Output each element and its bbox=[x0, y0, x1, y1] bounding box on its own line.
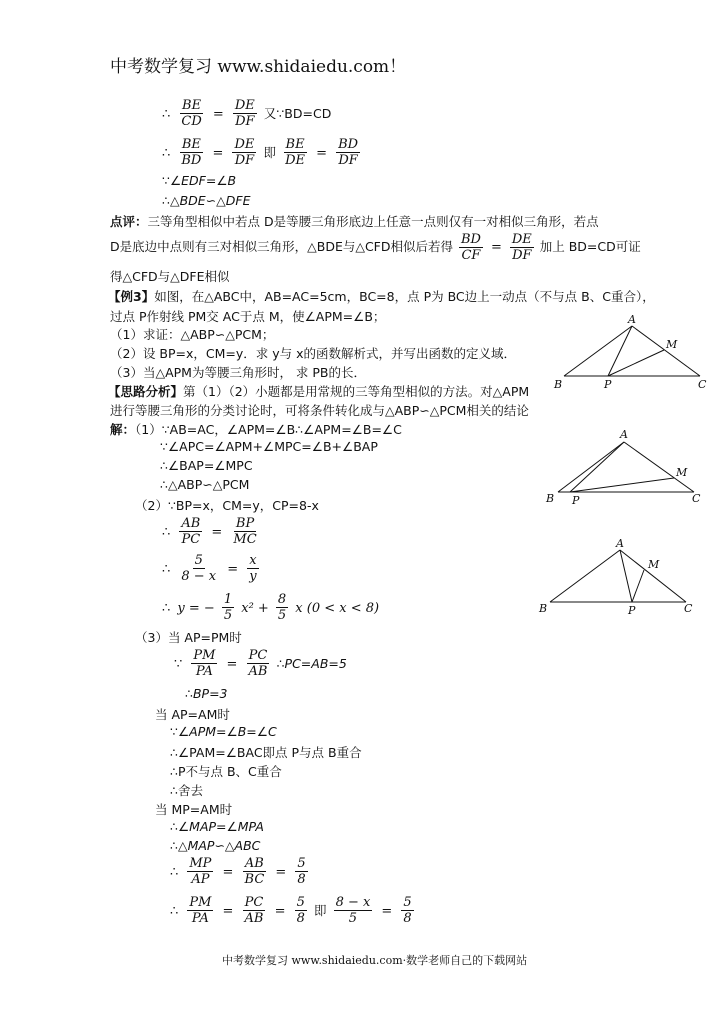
segment-pm bbox=[570, 478, 674, 492]
fraction: $\frac{BE}{BD}$ bbox=[181, 137, 202, 168]
fraction: $\frac{BD}{DF}$ bbox=[338, 137, 359, 168]
proof-line-1: ∴ $\frac{BE}{CD}$ = $\frac{DE}{DF}$ 又∵BD=CD bbox=[162, 98, 332, 129]
solution-line-13: 当 MP=AM时 bbox=[155, 802, 233, 817]
fraction: $\frac{DE}{DF}$ bbox=[234, 137, 255, 168]
label-m: M bbox=[648, 558, 660, 571]
therefore-symbol: ∴ bbox=[162, 107, 171, 122]
solution-line-2: ∵∠APC=∠APM+∠MPC=∠B+∠BAP bbox=[160, 439, 378, 454]
proof-text: 又∵BD=CD bbox=[263, 106, 332, 121]
comment-label: 点评： bbox=[110, 214, 148, 229]
segment-ap bbox=[608, 326, 632, 376]
ratio-line-4: ∴ $\frac{MP}{AP}$ = $\frac{AB}{BC}$ = $\frac{5}{8}$ bbox=[170, 856, 306, 887]
solution-line-6: （3）当 AP=PM时 bbox=[135, 630, 242, 645]
analysis-label: 【思路分析】 bbox=[108, 384, 184, 399]
fraction: $\frac{5}{8}$ bbox=[403, 895, 412, 926]
label-p: P bbox=[572, 494, 580, 507]
solution-line-12: ∴舍去 bbox=[170, 783, 203, 798]
fraction: $\frac{AB}{BC}$ bbox=[244, 856, 265, 887]
solution-line-1: 解：（1）∵AB=AC，∠APM=∠B∴∠APM=∠B=∠C bbox=[110, 422, 402, 437]
label-a: A bbox=[616, 537, 624, 550]
example-line-1: 【例3】如图，在△ABC中，AB=AC=5cm，BC=8，点 P为 BC边上一动点（不与点 B、C重合）， bbox=[108, 289, 655, 304]
proof-line-4: ∴△BDE∽△DFE bbox=[162, 193, 251, 208]
label-c: C bbox=[684, 602, 693, 615]
fraction: $\frac{BE}{DE}$ bbox=[285, 137, 305, 168]
fraction: $\frac{8 - x}{5}$ bbox=[335, 895, 371, 926]
label-b: B bbox=[539, 602, 548, 615]
segment-ac bbox=[632, 326, 700, 376]
fraction: $\frac{5}{8}$ bbox=[296, 895, 305, 926]
fraction: $\frac{1}{5}$ bbox=[223, 592, 233, 623]
solution-label: 解： bbox=[110, 422, 136, 437]
segment-pm bbox=[632, 570, 644, 602]
analysis-line-2: 进行等腰三角形的分类讨论时，可将条件转化成与△ABP∽△PCM相关的结论 bbox=[110, 403, 529, 418]
label-a: A bbox=[620, 428, 628, 441]
analysis-line-1: 【思路分析】第（1）（2）小题都是用常规的三等角型相似的方法。对△APM bbox=[108, 384, 530, 399]
comment-line-3: 得△CFD与△DFE相似 bbox=[110, 269, 230, 284]
fraction: $\frac{DE}{DF}$ bbox=[511, 232, 532, 263]
solution-line-11: ∴P不与点 B、C重合 bbox=[170, 764, 282, 779]
fraction: $\frac{x}{y}$ bbox=[249, 553, 257, 584]
label-m: M bbox=[676, 466, 688, 479]
question-3: （3）当△APM为等腰三角形时， 求 PB的长． bbox=[110, 365, 367, 380]
segment-ap bbox=[570, 442, 624, 492]
solution-line-14: ∴∠MAP=∠MPA bbox=[170, 819, 264, 834]
fraction: $\frac{BE}{CD}$ bbox=[181, 98, 202, 129]
label-c: C bbox=[698, 378, 707, 391]
ratio-line-3: ∵ $\frac{PM}{PA}$ = $\frac{PC}{AB}$ ∴PC=AB=5 bbox=[174, 648, 347, 679]
solution-line-4: ∴△ABP∽△PCM bbox=[160, 477, 250, 492]
figure-triangle-2 bbox=[540, 426, 710, 508]
question-2: （2）设 BP=x，CM=y．求 y与 x的函数解析式，并写出函数的定义域． bbox=[110, 346, 517, 361]
page-footer: 中考数学复习 www.shidaiedu.com·数学老师自己的下载网站 bbox=[222, 954, 528, 967]
solution-line-9: ∵∠APM=∠B=∠C bbox=[170, 724, 277, 739]
label-p: P bbox=[628, 604, 636, 617]
fraction: $\frac{8}{5}$ bbox=[277, 592, 287, 623]
fraction: $\frac{PM}{PA}$ bbox=[193, 648, 216, 679]
solution-line-5: （2）∵BP=x，CM=y，CP=8-x bbox=[135, 498, 319, 513]
example-line-2: 过点 P作射线 PM交 AC于点 M，使∠APM=∠B； bbox=[110, 309, 386, 324]
ratio-line-2: ∴ $\frac{5}{8 - x}$ = $\frac{x}{y}$ bbox=[162, 553, 257, 584]
label-a: A bbox=[628, 313, 636, 326]
fraction: $\frac{PC}{AB}$ bbox=[244, 895, 264, 926]
example-label: 【例3】 bbox=[108, 289, 155, 304]
segment-ab bbox=[564, 326, 632, 376]
fraction: $\frac{PM}{PA}$ bbox=[189, 895, 212, 926]
solution-line-3: ∴∠BAP=∠MPC bbox=[160, 458, 253, 473]
segment-ab bbox=[558, 442, 624, 492]
label-c: C bbox=[692, 492, 701, 505]
page-header: 中考数学复习 www.shidaiedu.com！ bbox=[110, 57, 407, 77]
comment-line-1: 点评：三等角型相似中若点 D是等腰三角形底边上任意一点则仅有一对相似三角形，若点 bbox=[110, 214, 599, 229]
label-b: B bbox=[554, 378, 563, 391]
ratio-line-5: ∴ $\frac{PM}{PA}$ = $\frac{PC}{AB}$ = $\frac{5}{8}$ 即 $\frac{8 - x}{5}$ = $\frac{5}{8}$ bbox=[170, 895, 412, 926]
comment-line-2: D是底边中点则有三对相似三角形，△BDE与△CFD相似后若得 $\frac{BD}{CF}$ = $\frac{DE}{DF}$ 加上 BD=CD可证 bbox=[110, 232, 641, 263]
segment-pm bbox=[608, 350, 664, 376]
figure-triangle-3 bbox=[536, 536, 706, 618]
fraction: $\frac{BP}{MC}$ bbox=[233, 516, 257, 547]
figure-triangle-1 bbox=[548, 312, 718, 394]
proof-line-3: ∵∠EDF=∠B bbox=[162, 173, 237, 188]
segment-ab bbox=[550, 550, 620, 602]
ratio-line-1: ∴ $\frac{AB}{PC}$ = $\frac{BP}{MC}$ bbox=[162, 516, 257, 547]
fraction: $\frac{5}{8 - x}$ bbox=[181, 553, 217, 584]
fraction: $\frac{5}{8}$ bbox=[297, 856, 306, 887]
solution-line-8: 当 AP=AM时 bbox=[155, 707, 230, 722]
fraction: $\frac{DE}{DF}$ bbox=[234, 98, 255, 129]
fraction: $\frac{BD}{CF}$ bbox=[460, 232, 481, 263]
proof-line-2: ∴ $\frac{BE}{BD}$ = $\frac{DE}{DF}$ 即 $\frac{BE}{DE}$ = $\frac{BD}{DF}$ bbox=[162, 137, 359, 168]
question-1: （1）求证：△ABP∽△PCM； bbox=[110, 327, 275, 342]
solution-line-7: ∴BP=3 bbox=[185, 686, 228, 701]
fraction: $\frac{AB}{PC}$ bbox=[181, 516, 201, 547]
label-p: P bbox=[604, 378, 612, 391]
solution-line-10: ∴∠PAM=∠BAC即点 P与点 B重合 bbox=[170, 745, 362, 760]
fraction: $\frac{PC}{AB}$ bbox=[248, 648, 268, 679]
solution-line-15: ∴△MAP∽△ABC bbox=[170, 838, 261, 853]
label-m: M bbox=[666, 338, 678, 351]
label-b: B bbox=[546, 492, 555, 505]
function-line: ∴ y = − $\frac{1}{5}$ x² + $\frac{8}{5}$ x (0 < x < 8) bbox=[162, 592, 380, 623]
fraction: $\frac{MP}{AP}$ bbox=[189, 856, 212, 887]
